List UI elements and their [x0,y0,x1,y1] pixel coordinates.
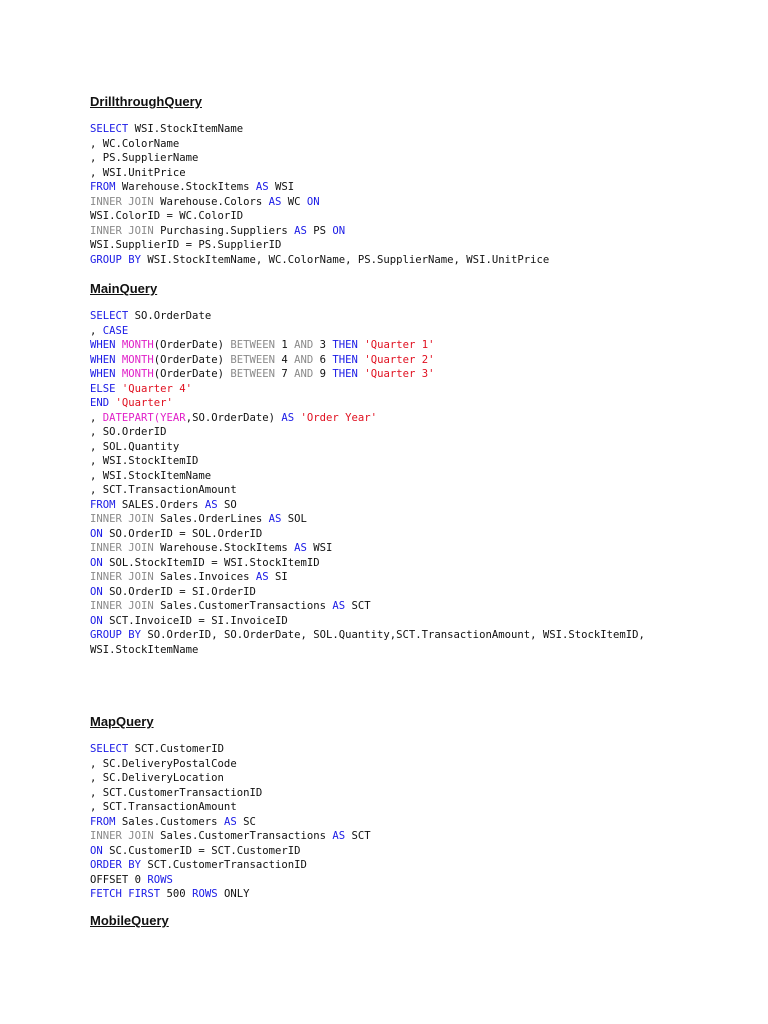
text-token: (OrderDate) [153,368,231,380]
text-token: WSI.StockItemName [90,643,199,656]
keyword-token: AS [204,498,218,511]
text-token: (OrderDate) [153,339,231,351]
code-line [90,309,645,324]
keyword-token: AS [332,830,346,842]
code-block-map-query [90,742,371,902]
keyword-token: ON [90,844,103,857]
keyword-token: ON [306,195,320,208]
code-line [90,137,549,152]
string-token: 'Quarter 1' [364,339,435,351]
keyword-token: FROM [90,815,116,828]
code-line [90,742,371,757]
keyword-token: WHEN [90,339,116,351]
code-line [90,469,645,484]
function-token: DATEPART(YEAR [102,411,186,424]
text-token: SO.OrderID, SO.OrderDate, SOL.Quantity,SCT.TransactionAmount, WSI.StockItemID, [141,629,645,641]
code-line [90,585,645,600]
keyword-token: ROWS [192,888,218,900]
keyword-token: AS [223,815,237,828]
keyword-token: AS [332,600,346,612]
text-token: , SCT.TransactionAmount [90,801,237,813]
text-token: , PS.SupplierName [90,152,199,164]
text-token: , [90,324,103,337]
keyword-token: AS [294,542,307,554]
text-token: (OrderDate) [153,353,231,366]
text-token: SCT.InvoiceID = SI.InvoiceID [102,614,288,627]
text-token: , [90,411,103,424]
text-token: ,SO.OrderDate) [185,411,282,424]
code-line [90,425,645,440]
string-token: 'Quarter' [115,397,173,409]
function-token: MONTH [121,368,154,380]
code-line [90,757,371,772]
text-token: Warehouse.StockItems [153,542,295,554]
code-line [90,166,549,181]
keyword-token: SELECT [90,743,129,755]
code-line [90,527,645,542]
text-token: 9 [313,368,333,380]
text-token: Sales.Customers [115,815,224,828]
section-title-map-query: MapQuery [90,714,154,729]
keyword-token: WHEN [90,353,116,366]
text-token: , WSI.StockItemName [90,469,212,482]
keyword-token: AS [294,224,307,237]
keyword-token: ON [90,527,103,540]
text-token: SO [217,498,237,511]
code-line [90,454,645,469]
text-token: WSI.StockItemName, WC.ColorName, PS.SupplierName, WSI.UnitPrice [141,253,550,266]
string-token: 'Quarter 2' [364,353,435,366]
text-token: WSI [268,181,295,193]
code-line [90,570,645,585]
keyword-token: AS [255,181,269,193]
section-title-mobile-query: MobileQuery [90,913,169,928]
code-line [90,411,645,426]
text-token: , SC.DeliveryPostalCode [90,757,237,770]
function-token: MONTH [121,353,154,366]
text-token: 3 [313,339,333,351]
code-line [90,556,645,571]
operator-token: AND [294,353,314,366]
keyword-token: ON [332,224,346,237]
code-line [90,180,549,195]
operator-token: AND [294,339,314,351]
text-token: , WC.ColorName [90,137,180,150]
code-line [90,122,549,137]
section-title-drillthrough-query: DrillthroughQuery [90,94,202,109]
text-token: WSI.SupplierID = PS.SupplierID [90,239,282,251]
code-line [90,643,645,658]
code-line [90,353,645,368]
text-token: 7 [275,368,295,380]
code-block-main-query [90,309,645,657]
code-line [90,253,549,268]
text-token: Sales.Invoices [153,571,256,583]
operator-token: INNER JOIN [90,600,154,612]
code-line [90,829,371,844]
text-token: Sales.OrderLines [153,513,269,525]
code-line [90,786,371,801]
text-token: SOL [281,513,307,525]
operator-token: INNER JOIN [90,830,154,842]
code-line [90,396,645,411]
function-token: MONTH [121,339,154,351]
operator-token: INNER JOIN [90,195,154,208]
code-line [90,599,645,614]
code-line [90,440,645,455]
operator-token: BETWEEN [230,339,275,351]
code-line [90,338,645,353]
keyword-token: WHEN [90,368,116,380]
text-token: Sales.CustomerTransactions [153,830,333,842]
keyword-token: GROUP BY [90,629,142,641]
keyword-token: SELECT [90,123,129,135]
keyword-token: FETCH FIRST [90,888,161,900]
text-token: Purchasing.Suppliers [153,224,295,237]
keyword-token: ELSE [90,382,116,395]
code-line [90,209,549,224]
keyword-token: ON [90,614,103,627]
text-token: SC [236,815,256,828]
text-token: , SO.OrderID [90,426,167,438]
code-line [90,771,371,786]
keyword-token: AS [281,411,295,424]
text-token: SALES.Orders [115,498,205,511]
text-token: , SCT.TransactionAmount [90,484,237,496]
text-token: 1 [275,339,295,351]
text-token: SO.OrderID = SOL.OrderID [102,527,263,540]
text-token: PS [306,224,333,237]
code-line [90,858,371,873]
text-token: SCT [345,830,371,842]
code-line [90,512,645,527]
operator-token: INNER JOIN [90,571,154,583]
keyword-token: AS [255,571,269,583]
operator-token: INNER JOIN [90,224,154,237]
keyword-token: ON [90,585,103,598]
text-token: SCT.CustomerID [128,743,224,755]
keyword-token: THEN [332,368,358,380]
keyword-token: FROM [90,498,116,511]
code-line [90,151,549,166]
text-token: , SCT.CustomerTransactionID [90,786,263,799]
text-token: SCT [345,600,371,612]
text-token: SI [268,571,288,583]
code-line [90,614,645,629]
text-token: SO.OrderID = SI.OrderID [102,585,256,598]
operator-token: INNER JOIN [90,513,154,525]
keyword-token: END [90,397,110,409]
section-title-main-query: MainQuery [90,281,158,296]
text-token: , WSI.StockItemID [90,455,199,467]
text-token: 500 [160,888,193,900]
code-line [90,800,371,815]
text-token: ONLY [217,888,250,900]
code-line [90,844,371,859]
code-line [90,195,549,210]
text-token: WC [281,195,307,208]
text-token: SCT.CustomerTransactionID [141,859,307,871]
string-token: 'Quarter 4' [121,382,193,395]
code-line [90,887,371,902]
text-token: , WSI.UnitPrice [90,166,186,179]
string-token: 'Order Year' [300,411,378,424]
keyword-token: AS [268,195,282,208]
code-line [90,367,645,382]
keyword-token: GROUP BY [90,253,142,266]
text-token: 4 [275,353,295,366]
operator-token: BETWEEN [230,368,275,380]
keyword-token: ORDER BY [90,859,142,871]
text-token: 6 [313,353,333,366]
operator-token: INNER JOIN [90,542,154,554]
code-line [90,382,645,397]
text-token: OFFSET 0 [90,873,148,886]
code-line [90,628,645,643]
keyword-token: FROM [90,181,116,193]
text-token: SC.CustomerID = SCT.CustomerID [102,844,301,857]
keyword-token: ON [90,556,103,569]
code-line [90,238,549,253]
string-token: 'Quarter 3' [364,368,435,380]
code-line [90,873,371,888]
text-token: , SC.DeliveryLocation [90,772,224,784]
keyword-token: ROWS [147,873,173,886]
operator-token: BETWEEN [230,353,275,366]
text-token: SOL.StockItemID = WSI.StockItemID [102,556,320,569]
code-block-drillthrough-query [90,122,549,267]
code-line [90,224,549,239]
keyword-token: AS [268,513,282,525]
text-token: WSI.ColorID = WC.ColorID [90,210,244,222]
text-token: Warehouse.Colors [153,195,269,208]
text-token: WSI.StockItemName [128,123,244,135]
text-token: WSI [306,542,333,554]
keyword-token: THEN [332,353,358,366]
keyword-token: THEN [332,339,358,351]
text-token: , SOL.Quantity [90,440,180,453]
keyword-token: SELECT [90,310,129,322]
code-line [90,324,645,339]
code-line [90,498,645,513]
operator-token: AND [294,368,314,380]
keyword-token: CASE [102,324,129,337]
code-line [90,541,645,556]
text-token: SO.OrderDate [128,310,212,322]
text-token: Warehouse.StockItems [115,181,256,193]
code-line [90,483,645,498]
text-token: Sales.CustomerTransactions [153,600,333,612]
code-line [90,815,371,830]
